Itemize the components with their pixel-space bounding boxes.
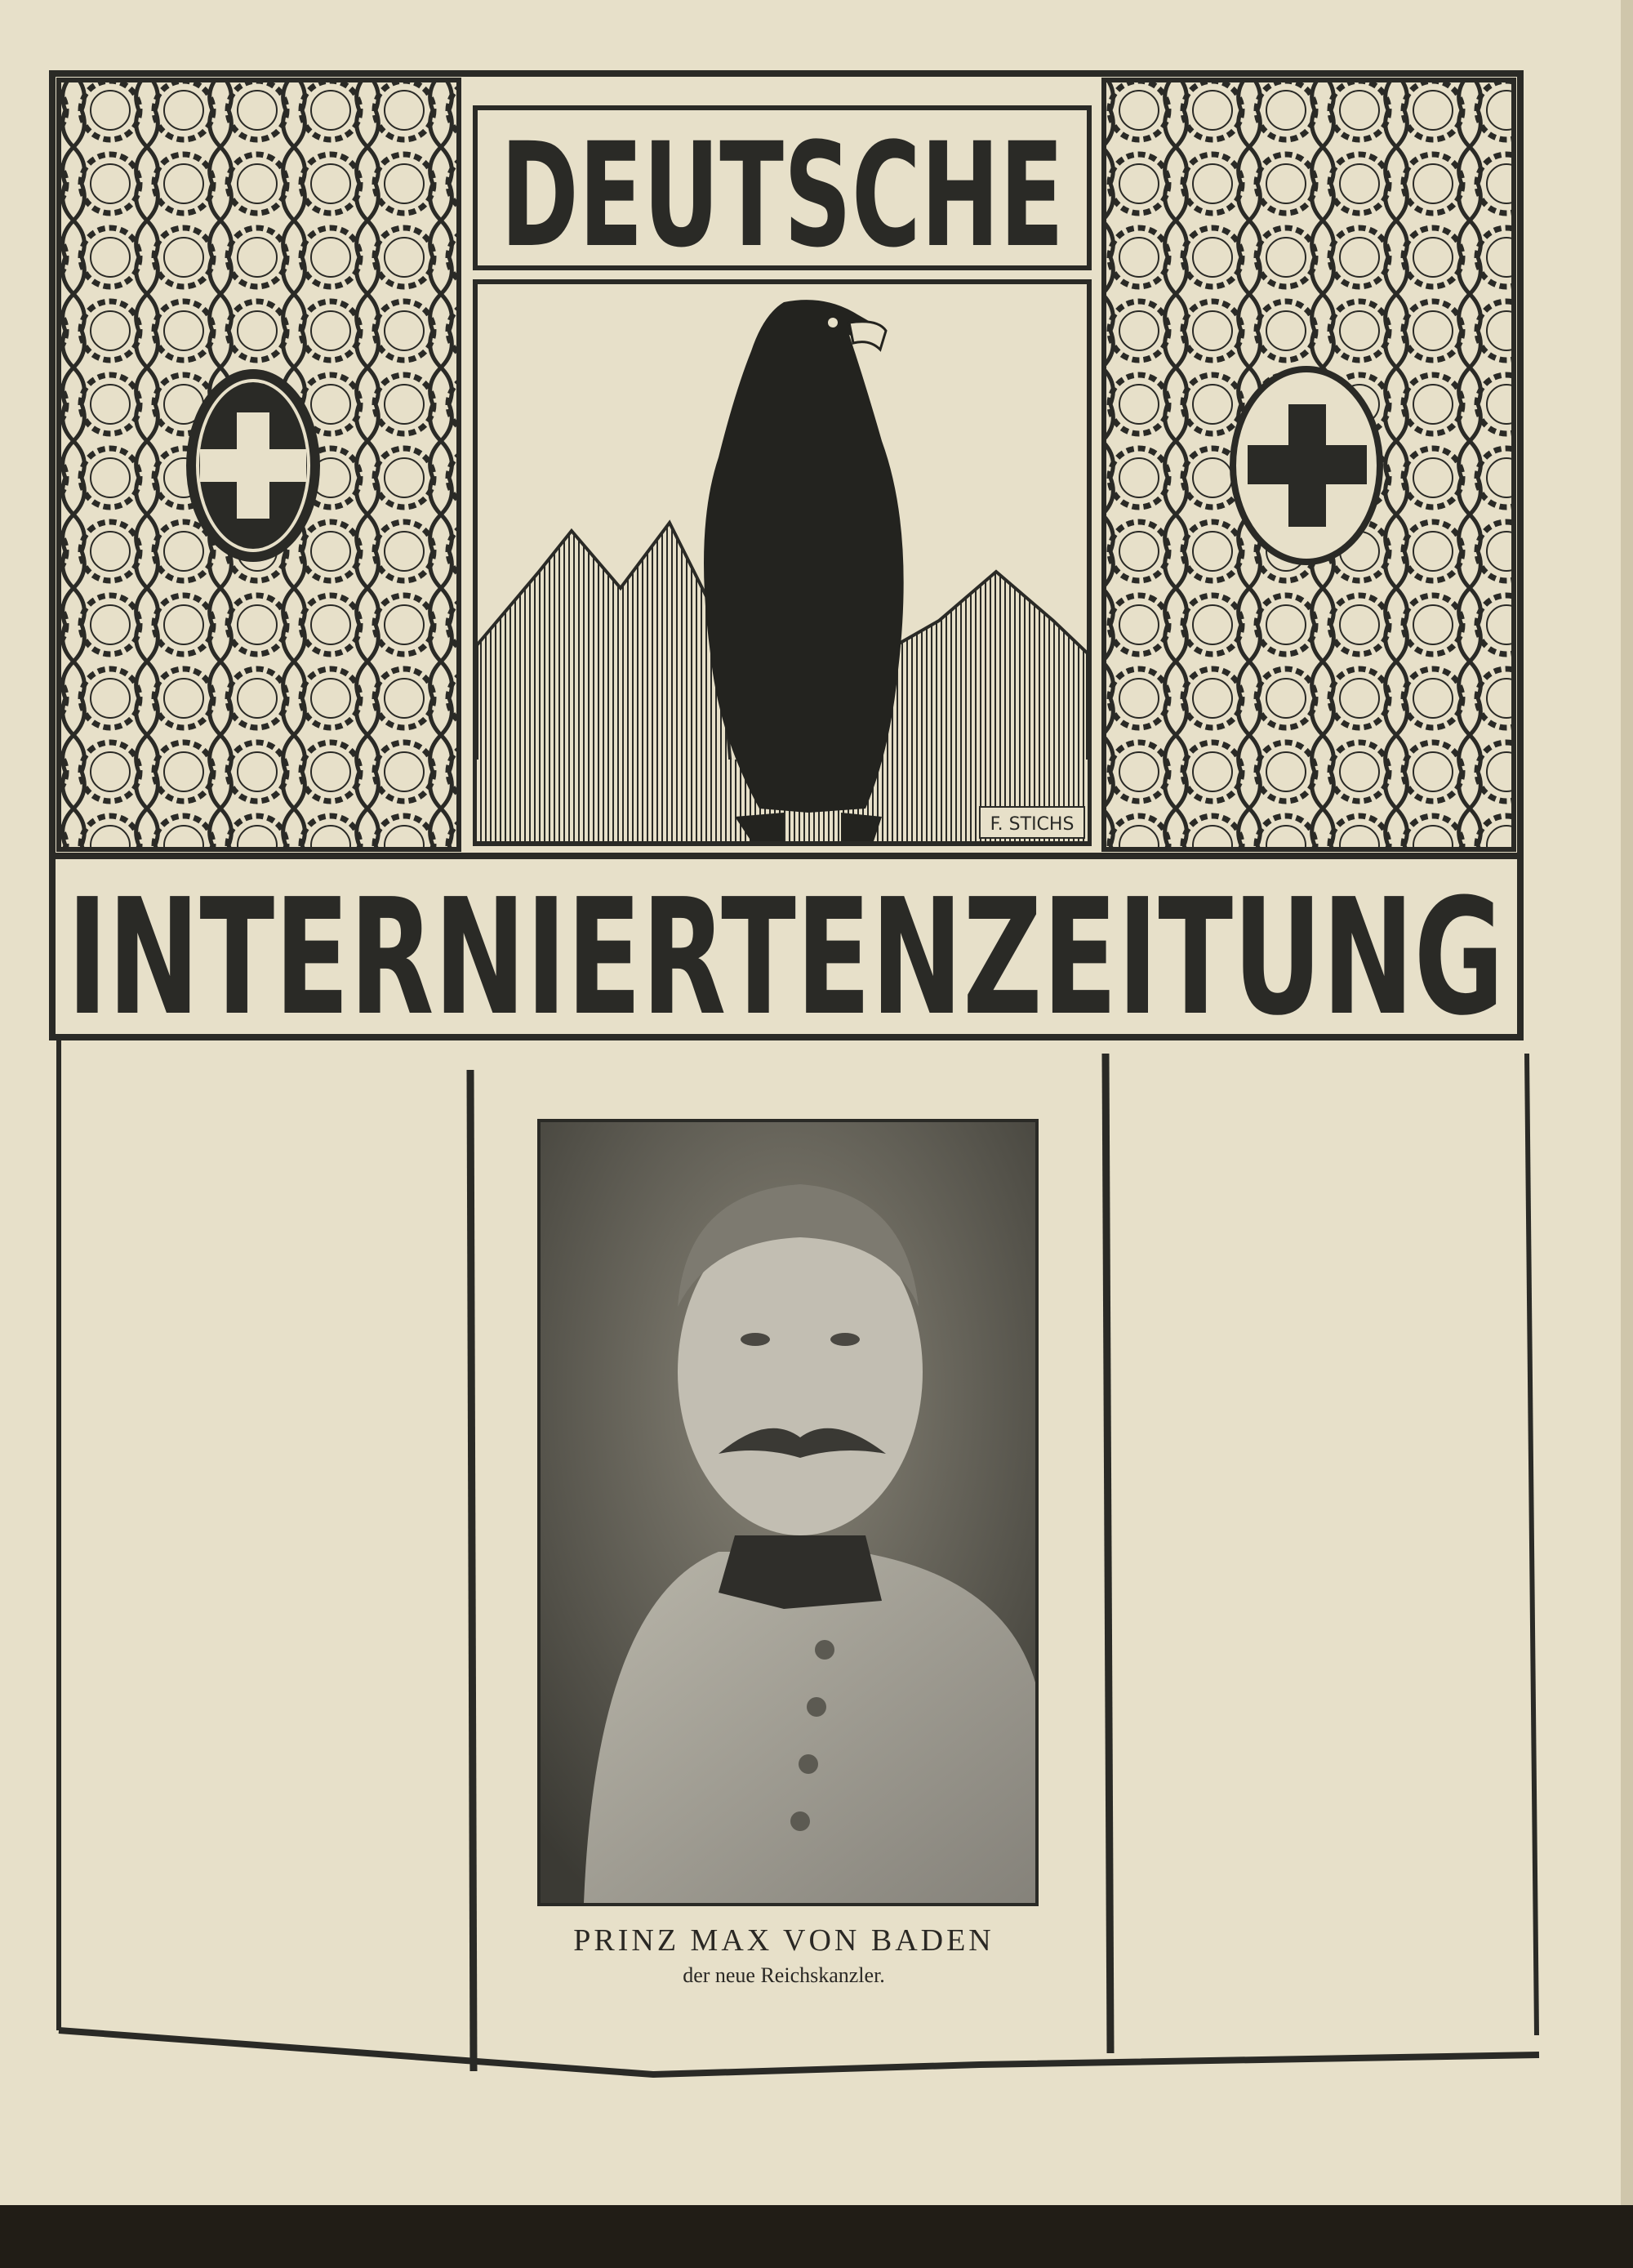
right-ornament-panel [1104,80,1514,849]
masthead-title-top: DEUTSCHE [501,112,1064,279]
red-cross-icon [1233,369,1380,562]
left-ornament-panel [59,80,459,849]
artist-signature: F. STICHS [990,814,1075,835]
title-box-top [475,108,1089,279]
eagle-illustration [475,282,1089,844]
portrait-photo [539,1121,1037,1905]
portrait-caption-subtitle: der neue Reichskanzler. [683,1963,885,1987]
portrait-caption-name: PRINZ MAX VON BADEN [573,1923,994,1958]
swiss-cross-icon [186,369,320,562]
masthead-title-bottom: INTERNIERTENZEITUNG [67,865,1504,1051]
